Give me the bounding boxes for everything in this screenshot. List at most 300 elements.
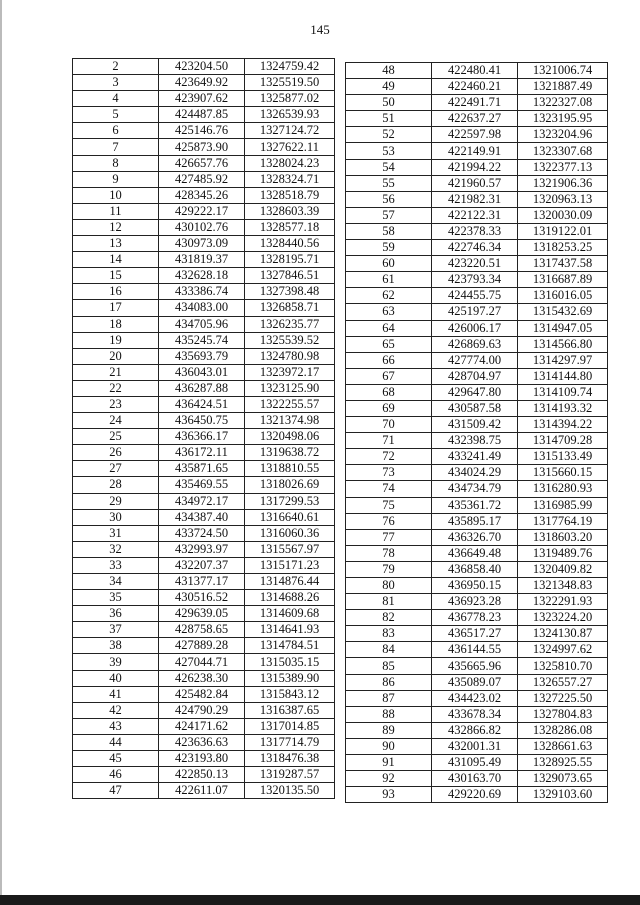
table-row: [346, 481, 608, 497]
point-number-cell: 38: [73, 638, 159, 654]
table-row: [346, 513, 608, 529]
y-coordinate-cell: 1318476.38: [245, 751, 335, 767]
x-coordinate-cell: 423204.50: [159, 59, 245, 75]
x-coordinate-cell: 424171.62: [159, 718, 245, 734]
point-number-cell: 4: [73, 91, 159, 107]
point-number-cell: 65: [346, 336, 432, 352]
x-coordinate-cell: 436326.70: [432, 529, 518, 545]
x-coordinate-cell: 435245.74: [159, 332, 245, 348]
table-row: [346, 610, 608, 626]
table-row: [73, 686, 335, 702]
y-coordinate-cell: 1322291.93: [518, 594, 608, 610]
y-coordinate-cell: 1316060.36: [245, 525, 335, 541]
point-number-cell: 17: [73, 300, 159, 316]
y-coordinate-cell: 1322377.13: [518, 159, 608, 175]
point-number-cell: 7: [73, 139, 159, 155]
y-coordinate-cell: 1327398.48: [245, 284, 335, 300]
point-number-cell: 29: [73, 493, 159, 509]
point-number-cell: 14: [73, 252, 159, 268]
y-coordinate-cell: 1327622.11: [245, 139, 335, 155]
point-number-cell: 24: [73, 413, 159, 429]
x-coordinate-cell: 432866.82: [432, 722, 518, 738]
table-row: [346, 578, 608, 594]
table-row: [346, 417, 608, 433]
point-number-cell: 93: [346, 787, 432, 803]
x-coordinate-cell: 428758.65: [159, 622, 245, 638]
x-coordinate-cell: 429639.05: [159, 606, 245, 622]
y-coordinate-cell: 1318253.25: [518, 240, 608, 256]
y-coordinate-cell: 1326235.77: [245, 316, 335, 332]
x-coordinate-cell: 424455.75: [432, 288, 518, 304]
point-number-cell: 53: [346, 143, 432, 159]
y-coordinate-cell: 1315432.69: [518, 304, 608, 320]
x-coordinate-cell: 423220.51: [432, 256, 518, 272]
x-coordinate-cell: 422480.41: [432, 63, 518, 79]
table-row: [73, 219, 335, 235]
point-number-cell: 5: [73, 107, 159, 123]
point-number-cell: 43: [73, 718, 159, 734]
x-coordinate-cell: 428345.26: [159, 187, 245, 203]
table-row: [346, 63, 608, 79]
y-coordinate-cell: 1321906.36: [518, 175, 608, 191]
x-coordinate-cell: 433241.49: [432, 449, 518, 465]
y-coordinate-cell: 1314709.28: [518, 433, 608, 449]
y-coordinate-cell: 1315660.15: [518, 465, 608, 481]
x-coordinate-cell: 434387.40: [159, 509, 245, 525]
y-coordinate-cell: 1314688.26: [245, 590, 335, 606]
point-number-cell: 78: [346, 545, 432, 561]
y-coordinate-cell: 1322327.08: [518, 95, 608, 111]
x-coordinate-cell: 435693.79: [159, 348, 245, 364]
point-number-cell: 59: [346, 240, 432, 256]
x-coordinate-cell: 422149.91: [432, 143, 518, 159]
x-coordinate-cell: 422491.71: [432, 95, 518, 111]
x-coordinate-cell: 435469.55: [159, 477, 245, 493]
point-number-cell: 90: [346, 738, 432, 754]
y-coordinate-cell: 1314784.51: [245, 638, 335, 654]
x-coordinate-cell: 435895.17: [432, 513, 518, 529]
y-coordinate-cell: 1325519.50: [245, 75, 335, 91]
table-row: [73, 75, 335, 91]
point-number-cell: 18: [73, 316, 159, 332]
x-coordinate-cell: 434734.79: [432, 481, 518, 497]
point-number-cell: 27: [73, 461, 159, 477]
point-number-cell: 47: [73, 783, 159, 799]
point-number-cell: 23: [73, 396, 159, 412]
y-coordinate-cell: 1321374.98: [245, 413, 335, 429]
x-coordinate-cell: 434972.17: [159, 493, 245, 509]
point-number-cell: 2: [73, 59, 159, 75]
table-row: [346, 384, 608, 400]
point-number-cell: 85: [346, 658, 432, 674]
y-coordinate-cell: 1320963.13: [518, 191, 608, 207]
point-number-cell: 30: [73, 509, 159, 525]
point-number-cell: 25: [73, 429, 159, 445]
x-coordinate-cell: 422637.27: [432, 111, 518, 127]
y-coordinate-cell: 1316280.93: [518, 481, 608, 497]
y-coordinate-cell: 1314876.44: [245, 574, 335, 590]
y-coordinate-cell: 1317714.79: [245, 734, 335, 750]
y-coordinate-cell: 1323307.68: [518, 143, 608, 159]
point-number-cell: 3: [73, 75, 159, 91]
y-coordinate-cell: 1314394.22: [518, 417, 608, 433]
x-coordinate-cell: 423636.63: [159, 734, 245, 750]
point-number-cell: 11: [73, 203, 159, 219]
table-row: [346, 207, 608, 223]
x-coordinate-cell: 425197.27: [432, 304, 518, 320]
y-coordinate-cell: 1314144.80: [518, 368, 608, 384]
table-row: [73, 734, 335, 750]
table-row: [73, 574, 335, 590]
y-coordinate-cell: 1323204.96: [518, 127, 608, 143]
table-row: [73, 171, 335, 187]
x-coordinate-cell: 431095.49: [432, 755, 518, 771]
table-row: [346, 658, 608, 674]
table-row: [346, 529, 608, 545]
table-row: [73, 445, 335, 461]
table-row: [73, 203, 335, 219]
point-number-cell: 89: [346, 722, 432, 738]
point-number-cell: 46: [73, 767, 159, 783]
table-row: [346, 111, 608, 127]
y-coordinate-cell: 1328661.63: [518, 738, 608, 754]
y-coordinate-cell: 1319638.72: [245, 445, 335, 461]
table-row: [346, 320, 608, 336]
x-coordinate-cell: 423907.62: [159, 91, 245, 107]
point-number-cell: 57: [346, 207, 432, 223]
table-row: [73, 107, 335, 123]
table-row: [346, 594, 608, 610]
y-coordinate-cell: 1316687.89: [518, 272, 608, 288]
x-coordinate-cell: 432993.97: [159, 541, 245, 557]
point-number-cell: 28: [73, 477, 159, 493]
table-row: [73, 316, 335, 332]
table-row: [73, 525, 335, 541]
point-number-cell: 31: [73, 525, 159, 541]
table-row: [73, 284, 335, 300]
y-coordinate-cell: 1328440.56: [245, 236, 335, 252]
x-coordinate-cell: 422460.21: [432, 79, 518, 95]
point-number-cell: 63: [346, 304, 432, 320]
point-number-cell: 76: [346, 513, 432, 529]
y-coordinate-cell: 1324759.42: [245, 59, 335, 75]
point-number-cell: 50: [346, 95, 432, 111]
table-row: [73, 380, 335, 396]
table-row: [73, 606, 335, 622]
point-number-cell: 32: [73, 541, 159, 557]
y-coordinate-cell: 1323224.20: [518, 610, 608, 626]
table-row: [73, 429, 335, 445]
point-number-cell: 20: [73, 348, 159, 364]
x-coordinate-cell: 426657.76: [159, 155, 245, 171]
table-row: [346, 95, 608, 111]
scan-bottom-edge: [0, 895, 640, 905]
y-coordinate-cell: 1326557.27: [518, 674, 608, 690]
point-number-cell: 61: [346, 272, 432, 288]
y-coordinate-cell: 1325810.70: [518, 658, 608, 674]
point-number-cell: 74: [346, 481, 432, 497]
x-coordinate-cell: 423793.34: [432, 272, 518, 288]
table-row: [73, 590, 335, 606]
coordinates-table-right-body: [346, 63, 608, 803]
table-row: [73, 638, 335, 654]
x-coordinate-cell: 426238.30: [159, 670, 245, 686]
table-row: [73, 751, 335, 767]
x-coordinate-cell: 436450.75: [159, 413, 245, 429]
table-row: [346, 352, 608, 368]
y-coordinate-cell: 1316387.65: [245, 702, 335, 718]
table-row: [73, 396, 335, 412]
point-number-cell: 82: [346, 610, 432, 626]
x-coordinate-cell: 424790.29: [159, 702, 245, 718]
y-coordinate-cell: 1318810.55: [245, 461, 335, 477]
table-row: [346, 433, 608, 449]
point-number-cell: 21: [73, 364, 159, 380]
point-number-cell: 79: [346, 561, 432, 577]
x-coordinate-cell: 436950.15: [432, 578, 518, 594]
x-coordinate-cell: 430102.76: [159, 219, 245, 235]
point-number-cell: 6: [73, 123, 159, 139]
x-coordinate-cell: 425873.90: [159, 139, 245, 155]
y-coordinate-cell: 1320409.82: [518, 561, 608, 577]
table-row: [346, 626, 608, 642]
x-coordinate-cell: 422850.13: [159, 767, 245, 783]
point-number-cell: 72: [346, 449, 432, 465]
table-row: [73, 59, 335, 75]
point-number-cell: 13: [73, 236, 159, 252]
table-row: [73, 557, 335, 573]
table-row: [73, 670, 335, 686]
table-row: [73, 155, 335, 171]
y-coordinate-cell: 1328603.39: [245, 203, 335, 219]
x-coordinate-cell: 433724.50: [159, 525, 245, 541]
table-row: [73, 332, 335, 348]
y-coordinate-cell: 1328925.55: [518, 755, 608, 771]
point-number-cell: 10: [73, 187, 159, 203]
table-row: [73, 300, 335, 316]
y-coordinate-cell: 1316985.99: [518, 497, 608, 513]
x-coordinate-cell: 434083.00: [159, 300, 245, 316]
y-coordinate-cell: 1314641.93: [245, 622, 335, 638]
table-row: [346, 79, 608, 95]
table-row: [346, 159, 608, 175]
table-row: [73, 364, 335, 380]
x-coordinate-cell: 423193.80: [159, 751, 245, 767]
point-number-cell: 69: [346, 400, 432, 416]
x-coordinate-cell: 427044.71: [159, 654, 245, 670]
x-coordinate-cell: 432001.31: [432, 738, 518, 754]
y-coordinate-cell: 1324997.62: [518, 642, 608, 658]
y-coordinate-cell: 1327804.83: [518, 706, 608, 722]
x-coordinate-cell: 435665.96: [432, 658, 518, 674]
y-coordinate-cell: 1315133.49: [518, 449, 608, 465]
table-row: [73, 509, 335, 525]
x-coordinate-cell: 431509.42: [432, 417, 518, 433]
table-row: [346, 497, 608, 513]
y-coordinate-cell: 1323195.95: [518, 111, 608, 127]
x-coordinate-cell: 431377.17: [159, 574, 245, 590]
table-row: [346, 400, 608, 416]
x-coordinate-cell: 434024.29: [432, 465, 518, 481]
table-row: [346, 223, 608, 239]
x-coordinate-cell: 434705.96: [159, 316, 245, 332]
point-number-cell: 49: [346, 79, 432, 95]
x-coordinate-cell: 436144.55: [432, 642, 518, 658]
point-number-cell: 58: [346, 223, 432, 239]
point-number-cell: 55: [346, 175, 432, 191]
y-coordinate-cell: 1328195.71: [245, 252, 335, 268]
x-coordinate-cell: 436424.51: [159, 396, 245, 412]
y-coordinate-cell: 1321006.74: [518, 63, 608, 79]
point-number-cell: 68: [346, 384, 432, 400]
point-number-cell: 33: [73, 557, 159, 573]
x-coordinate-cell: 436517.27: [432, 626, 518, 642]
table-row: [73, 654, 335, 670]
table-row: [73, 541, 335, 557]
x-coordinate-cell: 427774.00: [432, 352, 518, 368]
point-number-cell: 8: [73, 155, 159, 171]
x-coordinate-cell: 434423.02: [432, 690, 518, 706]
point-number-cell: 67: [346, 368, 432, 384]
x-coordinate-cell: 429220.69: [432, 787, 518, 803]
table-row: [73, 477, 335, 493]
y-coordinate-cell: 1325877.02: [245, 91, 335, 107]
point-number-cell: 88: [346, 706, 432, 722]
y-coordinate-cell: 1328518.79: [245, 187, 335, 203]
point-number-cell: 44: [73, 734, 159, 750]
point-number-cell: 19: [73, 332, 159, 348]
table-row: [73, 718, 335, 734]
point-number-cell: 62: [346, 288, 432, 304]
table-row: [346, 755, 608, 771]
y-coordinate-cell: 1325539.52: [245, 332, 335, 348]
point-number-cell: 84: [346, 642, 432, 658]
y-coordinate-cell: 1327225.50: [518, 690, 608, 706]
table-row: [73, 123, 335, 139]
x-coordinate-cell: 427485.92: [159, 171, 245, 187]
y-coordinate-cell: 1328286.08: [518, 722, 608, 738]
x-coordinate-cell: 436858.40: [432, 561, 518, 577]
x-coordinate-cell: 422746.34: [432, 240, 518, 256]
x-coordinate-cell: 436923.28: [432, 594, 518, 610]
point-number-cell: 91: [346, 755, 432, 771]
x-coordinate-cell: 429222.17: [159, 203, 245, 219]
point-number-cell: 12: [73, 219, 159, 235]
point-number-cell: 81: [346, 594, 432, 610]
y-coordinate-cell: 1314947.05: [518, 320, 608, 336]
table-row: [346, 738, 608, 754]
y-coordinate-cell: 1327124.72: [245, 123, 335, 139]
point-number-cell: 56: [346, 191, 432, 207]
y-coordinate-cell: 1315035.15: [245, 654, 335, 670]
table-row: [346, 272, 608, 288]
y-coordinate-cell: 1316640.61: [245, 509, 335, 525]
y-coordinate-cell: 1315843.12: [245, 686, 335, 702]
point-number-cell: 35: [73, 590, 159, 606]
x-coordinate-cell: 421960.57: [432, 175, 518, 191]
x-coordinate-cell: 436366.17: [159, 429, 245, 445]
y-coordinate-cell: 1314566.80: [518, 336, 608, 352]
point-number-cell: 52: [346, 127, 432, 143]
y-coordinate-cell: 1324780.98: [245, 348, 335, 364]
point-number-cell: 83: [346, 626, 432, 642]
x-coordinate-cell: 436172.11: [159, 445, 245, 461]
x-coordinate-cell: 422597.98: [432, 127, 518, 143]
point-number-cell: 86: [346, 674, 432, 690]
table-row: [346, 336, 608, 352]
x-coordinate-cell: 425146.76: [159, 123, 245, 139]
table-row: [346, 690, 608, 706]
table-row: [73, 236, 335, 252]
table-row: [346, 449, 608, 465]
y-coordinate-cell: 1319122.01: [518, 223, 608, 239]
point-number-cell: 15: [73, 268, 159, 284]
point-number-cell: 40: [73, 670, 159, 686]
x-coordinate-cell: 436778.23: [432, 610, 518, 626]
table-row: [346, 561, 608, 577]
y-coordinate-cell: 1315567.97: [245, 541, 335, 557]
y-coordinate-cell: 1324130.87: [518, 626, 608, 642]
table-row: [346, 368, 608, 384]
table-row: [346, 256, 608, 272]
point-number-cell: 75: [346, 497, 432, 513]
x-coordinate-cell: 430973.09: [159, 236, 245, 252]
point-number-cell: 39: [73, 654, 159, 670]
y-coordinate-cell: 1322255.57: [245, 396, 335, 412]
table-row: [346, 465, 608, 481]
page-number: 145: [310, 22, 330, 37]
point-number-cell: 64: [346, 320, 432, 336]
point-number-cell: 45: [73, 751, 159, 767]
table-row: [73, 702, 335, 718]
x-coordinate-cell: 431819.37: [159, 252, 245, 268]
point-number-cell: 92: [346, 771, 432, 787]
y-coordinate-cell: 1319489.76: [518, 545, 608, 561]
y-coordinate-cell: 1314109.74: [518, 384, 608, 400]
y-coordinate-cell: 1315171.23: [245, 557, 335, 573]
point-number-cell: 60: [346, 256, 432, 272]
y-coordinate-cell: 1323972.17: [245, 364, 335, 380]
y-coordinate-cell: 1314609.68: [245, 606, 335, 622]
point-number-cell: 26: [73, 445, 159, 461]
y-coordinate-cell: 1318603.20: [518, 529, 608, 545]
x-coordinate-cell: 422378.33: [432, 223, 518, 239]
point-number-cell: 41: [73, 686, 159, 702]
point-number-cell: 70: [346, 417, 432, 433]
x-coordinate-cell: 426869.63: [432, 336, 518, 352]
x-coordinate-cell: 436287.88: [159, 380, 245, 396]
table-row: [346, 545, 608, 561]
x-coordinate-cell: 428704.97: [432, 368, 518, 384]
table-row: [73, 767, 335, 783]
point-number-cell: 37: [73, 622, 159, 638]
point-number-cell: 51: [346, 111, 432, 127]
table-row: [73, 187, 335, 203]
table-row: [346, 127, 608, 143]
x-coordinate-cell: 430516.52: [159, 590, 245, 606]
y-coordinate-cell: 1314193.32: [518, 400, 608, 416]
coordinates-table-left: [72, 58, 335, 799]
point-number-cell: 34: [73, 574, 159, 590]
x-coordinate-cell: 422611.07: [159, 783, 245, 799]
y-coordinate-cell: 1329103.60: [518, 787, 608, 803]
table-row: [346, 288, 608, 304]
coordinates-table-left-body: [73, 59, 335, 799]
point-number-cell: 66: [346, 352, 432, 368]
y-coordinate-cell: 1318026.69: [245, 477, 335, 493]
table-row: [346, 674, 608, 690]
y-coordinate-cell: 1328577.18: [245, 219, 335, 235]
